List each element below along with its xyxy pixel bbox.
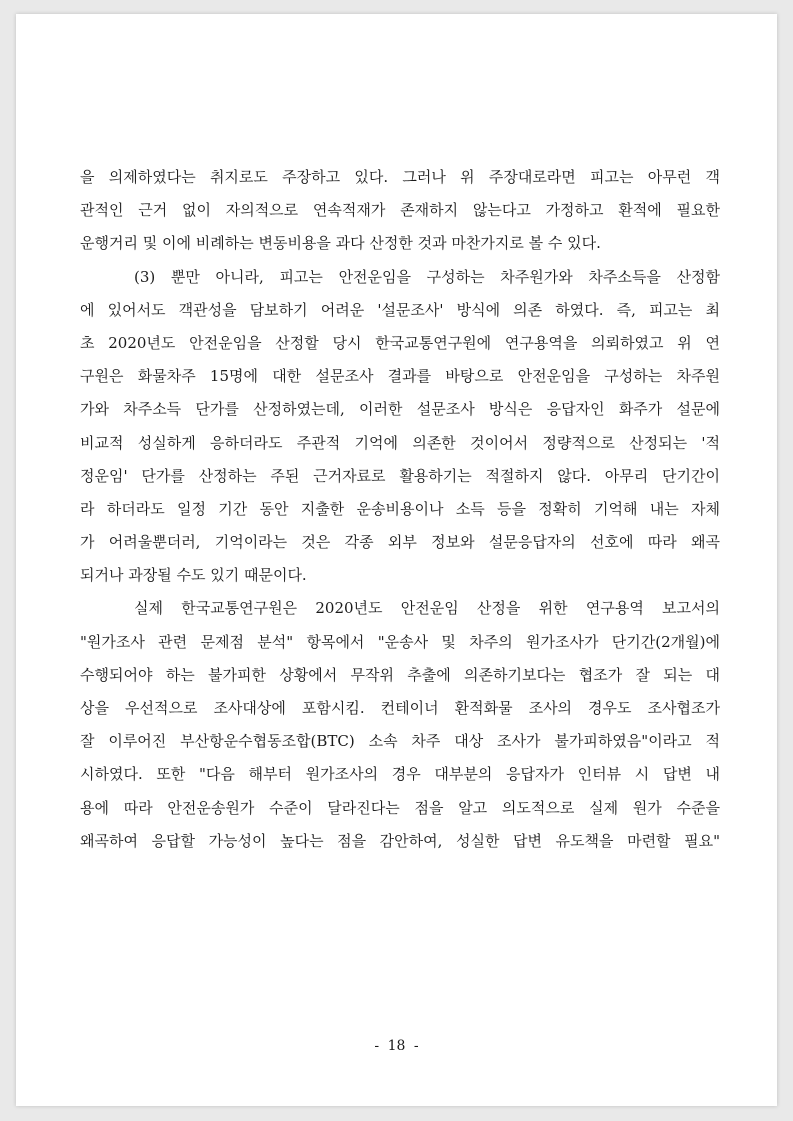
- text-line: 비교적 성실하게 응하더라도 주관적 기억에 의존한 것이어서 정량적으로 산정되는 '적: [80, 433, 720, 452]
- text-line: 라 하더라도 일정 기간 동안 지출한 운송비용이나 소득 등을 정확히 기억해 내는 자체: [80, 499, 720, 518]
- text-line: 관적인 근거 없이 자의적으로 연속적재가 존재하지 않는다고 가정하고 환적에 필요한: [80, 201, 720, 220]
- text-line: 잘 이루어진 부산항운수협동조합(BTC) 소속 차주 대상 조사가 불가피하였음"이라고 적: [80, 732, 720, 751]
- text-line: 왜곡하여 응답할 가능성이 높다는 점을 감안하여, 성실한 답변 유도책을 마련할 필요": [80, 831, 720, 850]
- text-line: 운행거리 및 이에 비례하는 변동비용을 과다 산정한 것과 마찬가지로 볼 수 있다.: [80, 234, 601, 253]
- text-line: 수행되어야 하는 불가피한 상황에서 무작위 추출에 의존하기보다는 협조가 잘 되는 대: [80, 665, 720, 684]
- text-line: 상을 우선적으로 조사대상에 포함시킴. 컨테이너 환적화물 조사의 경우도 조사협조가: [80, 699, 720, 717]
- text-line: 을 의제하였다는 취지로도 주장하고 있다. 그러나 위 주장대로라면 피고는 아무런 객: [80, 168, 720, 186]
- text-line: 가 어려울뿐더러, 기억이라는 것은 각종 외부 정보와 설문응답자의 선호에 따라 왜곡: [80, 533, 720, 552]
- text-line: (3) 뿐만 아니라, 피고는 안전운임을 구성하는 차주원가와 차주소득을 산정함: [134, 267, 720, 286]
- text-line: 정운임' 단가를 산정하는 주된 근거자료로 활용하기는 적절하지 않다. 아무리 단기간이: [80, 466, 720, 485]
- body-text: [80, 161, 720, 858]
- text-line: 에 있어서도 객관성을 담보하기 어려운 '설문조사' 방식에 의존 하였다. 즉, 피고는 최: [80, 300, 720, 319]
- text-line: 용에 따라 안전운송원가 수준이 달라진다는 점을 알고 의도적으로 실제 원가 수준을: [80, 798, 720, 817]
- text-line: 초 2020년도 안전운임을 산정할 당시 한국교통연구원에 연구용역을 의뢰하였고 위 연: [80, 333, 720, 352]
- text-line: 구원은 화물차주 15명에 대한 설문조사 결과를 바탕으로 안전운임을 구성하는 차주원: [80, 367, 720, 386]
- text-line: "원가조사 관련 문제점 분석" 항목에서 "운송사 및 차주의 원가조사가 단기간(2개월)에: [80, 632, 720, 651]
- text-line: 시하였다. 또한 "다음 해부터 원가조사의 경우 대부분의 응답자가 인터뷰 시 답변 내: [80, 765, 720, 784]
- page-number: - 18 -: [374, 1038, 419, 1054]
- document-page: [16, 14, 777, 1106]
- text-line: 되거나 과장될 수도 있기 때문이다.: [80, 566, 307, 585]
- text-line: 실제 한국교통연구원은 2020년도 안전운임 산정을 위한 연구용역 보고서의: [134, 599, 720, 618]
- text-line: 가와 차주소득 단가를 산정하였는데, 이러한 설문조사 방식은 응답자인 화주가 설문에: [80, 400, 720, 419]
